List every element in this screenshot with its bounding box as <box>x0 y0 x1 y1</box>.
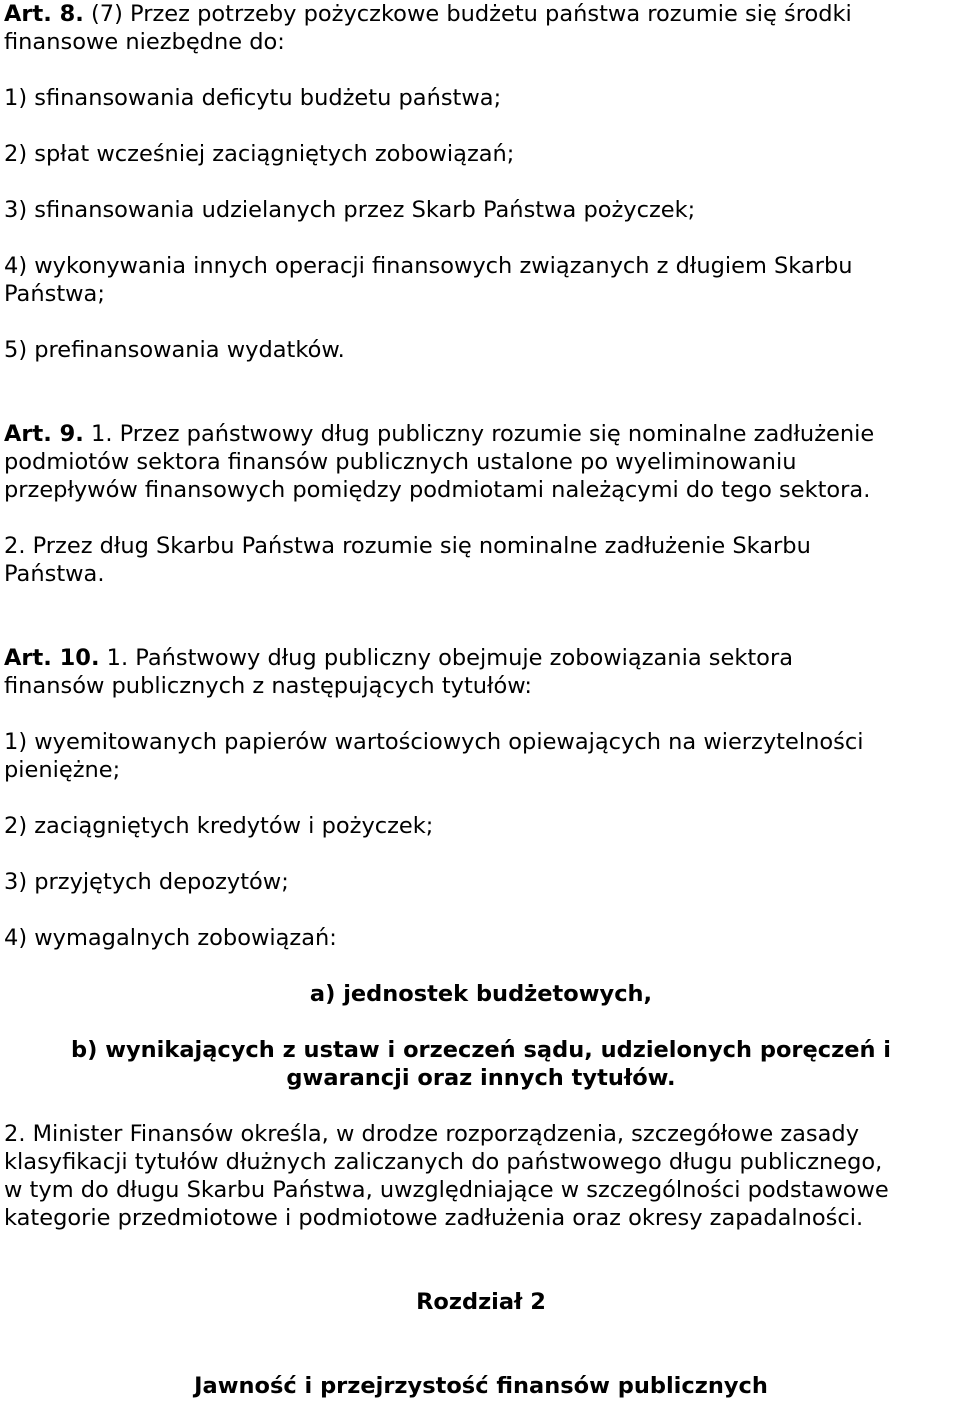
art8-item-1: 1) sfinansowania deficytu budżetu państwa; <box>4 85 502 111</box>
art9-p2-line-1: 2. Przez dług Skarbu Państwa rozumie się nominalne zadłużenie Skarbu <box>4 533 811 559</box>
art10-intro-line-1: 1. Państwowy dług publiczny obejmuje zobowiązania sektora <box>99 645 793 671</box>
art10-item-1 <box>4 728 958 784</box>
art8-item-4-line-1: 4) wykonywania innych operacji finansowych związanych z długiem Skarbu <box>4 253 853 279</box>
art9-p1-line-3: przepływów finansowych pomiędzy podmiotami należącymi do tego sektora. <box>4 477 871 503</box>
art8-label: Art. 8. <box>4 1 84 27</box>
art10-label: Art. 10. <box>4 645 100 671</box>
art8-item-4-line-2: Państwa; <box>4 281 105 307</box>
art9-paragraph-1 <box>4 420 958 504</box>
art10-item-1-line-2: pieniężne; <box>4 757 121 783</box>
art8-item-2: 2) spłat wcześniej zaciągniętych zobowiązań; <box>4 141 515 167</box>
art8-intro-line-1: (7) Przez potrzeby pożyczkowe budżetu państwa rozumie się środki <box>83 1 852 27</box>
art10-sub-a: a) jednostek budżetowych, <box>309 981 653 1007</box>
art10-p2-line-3: w tym do długu Skarbu Państwa, uwzględniające w szczególności podstawowe <box>4 1177 889 1203</box>
art9-p1-line-1: 1. Przez państwowy dług publiczny rozumie się nominalne zadłużenie <box>83 421 875 447</box>
art10-sub-b-line-2: gwarancji oraz innych tytułów. <box>286 1065 676 1091</box>
chapter-title: Rozdział 2 <box>416 1289 546 1315</box>
art10-sub-b-line-1: b) wynikających z ustaw i orzeczeń sądu, udzielonych poręczeń i <box>70 1037 892 1063</box>
art10-intro-line-2: finansów publicznych z następujących tytułów: <box>4 673 532 699</box>
art10-sub-b <box>4 1036 958 1092</box>
art10-item-3: 3) przyjętych depozytów; <box>4 869 289 895</box>
art9-p1-line-2: podmiotów sektora finansów publicznych ustalone po wyeliminowaniu <box>4 449 797 475</box>
art9-label: Art. 9. <box>4 421 84 447</box>
art10-p2-line-2: klasyfikacji tytułów dłużnych zaliczanych do państwowego długu publicznego, <box>4 1149 883 1175</box>
art8-item-3: 3) sfinansowania udzielanych przez Skarb Państwa pożyczek; <box>4 197 696 223</box>
art8-item-5: 5) prefinansowania wydatków. <box>4 337 345 363</box>
art10-item-4: 4) wymagalnych zobowiązań: <box>4 925 337 951</box>
art9-paragraph-2 <box>4 532 958 588</box>
art10-paragraph-2 <box>4 1120 958 1232</box>
art8-intro <box>4 0 958 56</box>
chapter-subtitle: Jawność i przejrzystość finansów publicznych <box>194 1373 768 1399</box>
art10-item-1-line-1: 1) wyemitowanych papierów wartościowych opiewających na wierzytelności <box>4 729 864 755</box>
art10-p2-line-1: 2. Minister Finansów określa, w drodze rozporządzenia, szczegółowe zasady <box>4 1121 860 1147</box>
art8-intro-line-2: finansowe niezbędne do: <box>4 29 285 55</box>
art10-item-2: 2) zaciągniętych kredytów i pożyczek; <box>4 813 434 839</box>
art8-item-4 <box>4 252 958 308</box>
art9-p2-line-2: Państwa. <box>4 561 105 587</box>
art10-intro <box>4 644 958 700</box>
art10-p2-line-4: kategorie przedmiotowe i podmiotowe zadłużenia oraz okresy zapadalności. <box>4 1205 864 1231</box>
